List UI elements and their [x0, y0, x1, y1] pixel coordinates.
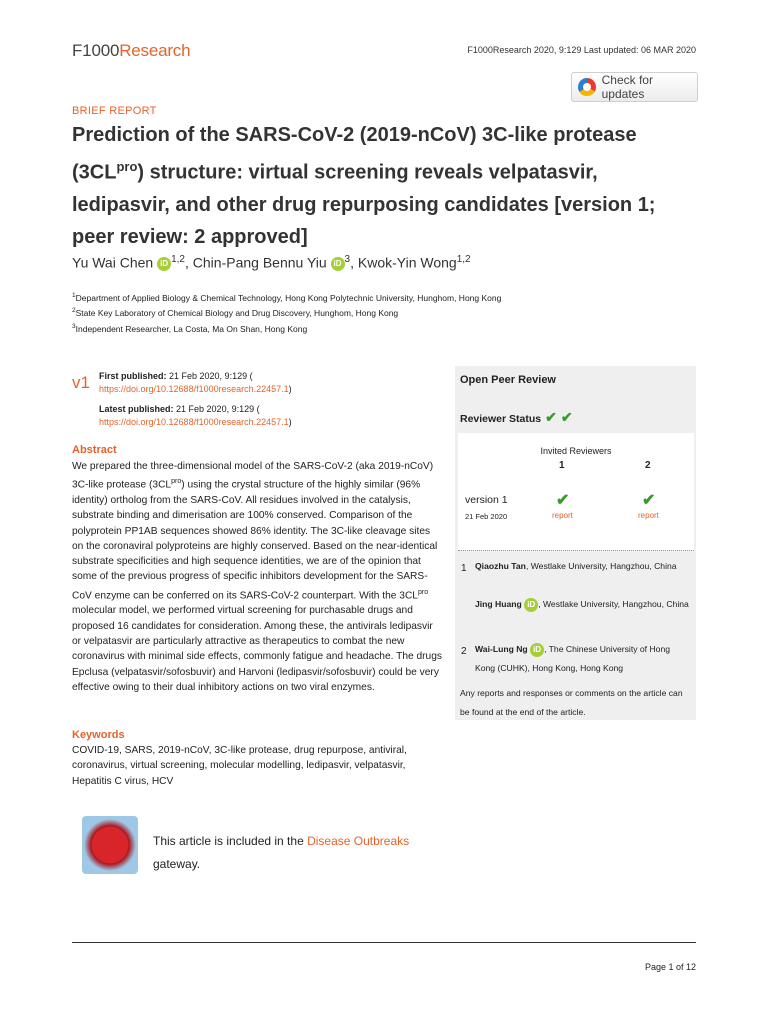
article-type: BRIEF REPORT: [72, 105, 157, 117]
gateway-link[interactable]: Disease Outbreaks: [307, 834, 410, 848]
peer-review-heading: Open Peer Review: [460, 374, 556, 386]
footer-divider: [72, 942, 696, 943]
divider: [458, 550, 694, 551]
version-row-label: version 1: [465, 494, 508, 506]
version-label: v1: [72, 373, 90, 392]
approved-check-icon: ✔: [642, 492, 656, 509]
keywords-heading: Keywords: [72, 729, 125, 741]
check-for-updates-label: Check for updates: [601, 73, 653, 101]
approved-check-icon: ✔: [545, 409, 557, 425]
orcid-icon[interactable]: iD: [331, 257, 345, 271]
affiliation: $^3$Independent Researcher, La Costa, Ma On Shan, Hong Kong: [72, 323, 308, 334]
author-name[interactable]: Kwok-Yin Wong: [357, 254, 457, 271]
version-row-date: 21 Feb 2020: [465, 512, 508, 521]
latest-published: Latest published: 21 Feb 2020, 9:129 ( https://doi.org/10.12688/f1000research.22457.1): [99, 404, 292, 427]
reviewer-entry: Qiaozhu Tan, Westlake University, Hangzhou, China: [475, 561, 677, 571]
author-name[interactable]: Chin-Pang Bennu Yiu: [192, 254, 327, 271]
keywords-text: COVID-19, SARS, 2019-nCoV, 3C-like protease, drug repurpose, antiviral, coronavirus, virtual screening, molecular modelling, ledipasvir, velpatasvir, Hepatitis C virus, HCV: [72, 745, 407, 787]
affiliation: $^1$Department of Applied Biology & Chemical Technology, Hong Kong Polytechnic University, Hunghom, Hong Kong: [72, 292, 502, 303]
orcid-icon[interactable]: iD: [157, 257, 171, 271]
affiliation: $^2$State Key Laboratory of Chemical Biology and Drug Discovery, Hunghom, Hong Kong: [72, 307, 399, 318]
orcid-icon[interactable]: iD: [524, 598, 538, 612]
check-for-updates-icon: [578, 78, 596, 96]
reviewer-number: 2: [645, 460, 651, 471]
page-number: Page 1 of 12: [644, 962, 696, 972]
report-link[interactable]: report: [638, 511, 659, 520]
invited-reviewers-label: Invited Reviewers: [540, 446, 612, 456]
approved-check-icon: ✔: [560, 409, 573, 425]
citation-line: F1000Research 2020, 9:129 Last updated: 06 MAR 2020: [467, 45, 696, 55]
author-list: Yu Wai Chen iD $^{1,2}$, Chin-Pang Bennu Yiu iD $^3$, Kwok-Yin Wong$^{1,2}$: [72, 254, 471, 271]
doi-link[interactable]: https://doi.org/10.12688/f1000research.22457.1: [99, 417, 289, 427]
first-published: First published: 21 Feb 2020, 9:129 ( https://doi.org/10.12688/f1000research.22457.1): [99, 371, 292, 394]
virus-image: [82, 816, 138, 874]
abstract-text: We prepared the three-dimensional model of the SARS-CoV-2 (aka 2019-nCoV) 3C-like protease $(3CL^{pro})$ using the crystal structure of the highly similar (96% identity) ortholog from the SARS-CoV. All residues involved in the catalysis, substrate binding and dimerisation are 100% conserved. Comparison of the polyprotein PP1AB sequences showed 86% identity. The 3C-like cleavage sites on the coronaviral polyproteins are highly conserved. Based on the near-identical substrate specificities and high sequence identities, we are of the opinion that some of the previous progress of specific inhibitors development for the SARS-CoV enzyme can be conferred on its SARS-CoV-2 counterpart. With the $3CL^{pro}$ molecular model, we performed virtual screening for purchasable drugs and proposed 16 candidates for consideration. Among these, the antivirals ledipasvir or velpatasvir are particularly attractive as therapeutics to combat the new coronavirus with minimal side effects, commonly fatigue and headache. The drugs Epclusa (velpatasvir/sofosbuvir) and Harvoni (ledipasvir/sofosbuvir) could be very effective owing to their dual inhibitory actions on two viral enzymes.: [72, 461, 442, 693]
author-name[interactable]: Yu Wai Chen: [72, 254, 154, 271]
reviewer-number: 1: [559, 460, 565, 471]
check-for-updates-button[interactable]: [571, 72, 698, 102]
reviewer-status: Reviewer Status ✔ ✔: [460, 409, 573, 425]
reviewer-index: 1: [461, 563, 467, 574]
report-link[interactable]: report: [552, 511, 573, 520]
approved-check-icon: ✔: [556, 492, 570, 509]
orcid-icon[interactable]: iD: [530, 643, 544, 657]
gateway-note: This article is included in the Disease Outbreaks gateway.: [153, 834, 410, 871]
review-note: Any reports and responses or comments on the article can be found at the end of the article.: [460, 688, 683, 717]
reviewer-entry: Wai-Lung Ng iD , The Chinese University of Hong Kong (CUHK), Hong Kong, Hong Kong: [475, 644, 671, 673]
abstract-heading: Abstract: [72, 444, 117, 456]
journal-logo[interactable]: F1000Research: [72, 41, 191, 60]
article-title: Prediction of the SARS-CoV-2 (2019-nCoV) 3C-like protease $(3CL^{pro})$ structure: virtual screening reveals velpatasvir, ledipasvir, and other drug repurposing candidates [version 1; peer review: 2 approved]: [72, 124, 656, 248]
reviewer-entry: Jing Huang iD , Westlake University, Hangzhou, China: [475, 595, 690, 614]
doi-link[interactable]: https://doi.org/10.12688/f1000research.22457.1: [99, 384, 289, 394]
reviewer-index: 2: [461, 646, 467, 657]
